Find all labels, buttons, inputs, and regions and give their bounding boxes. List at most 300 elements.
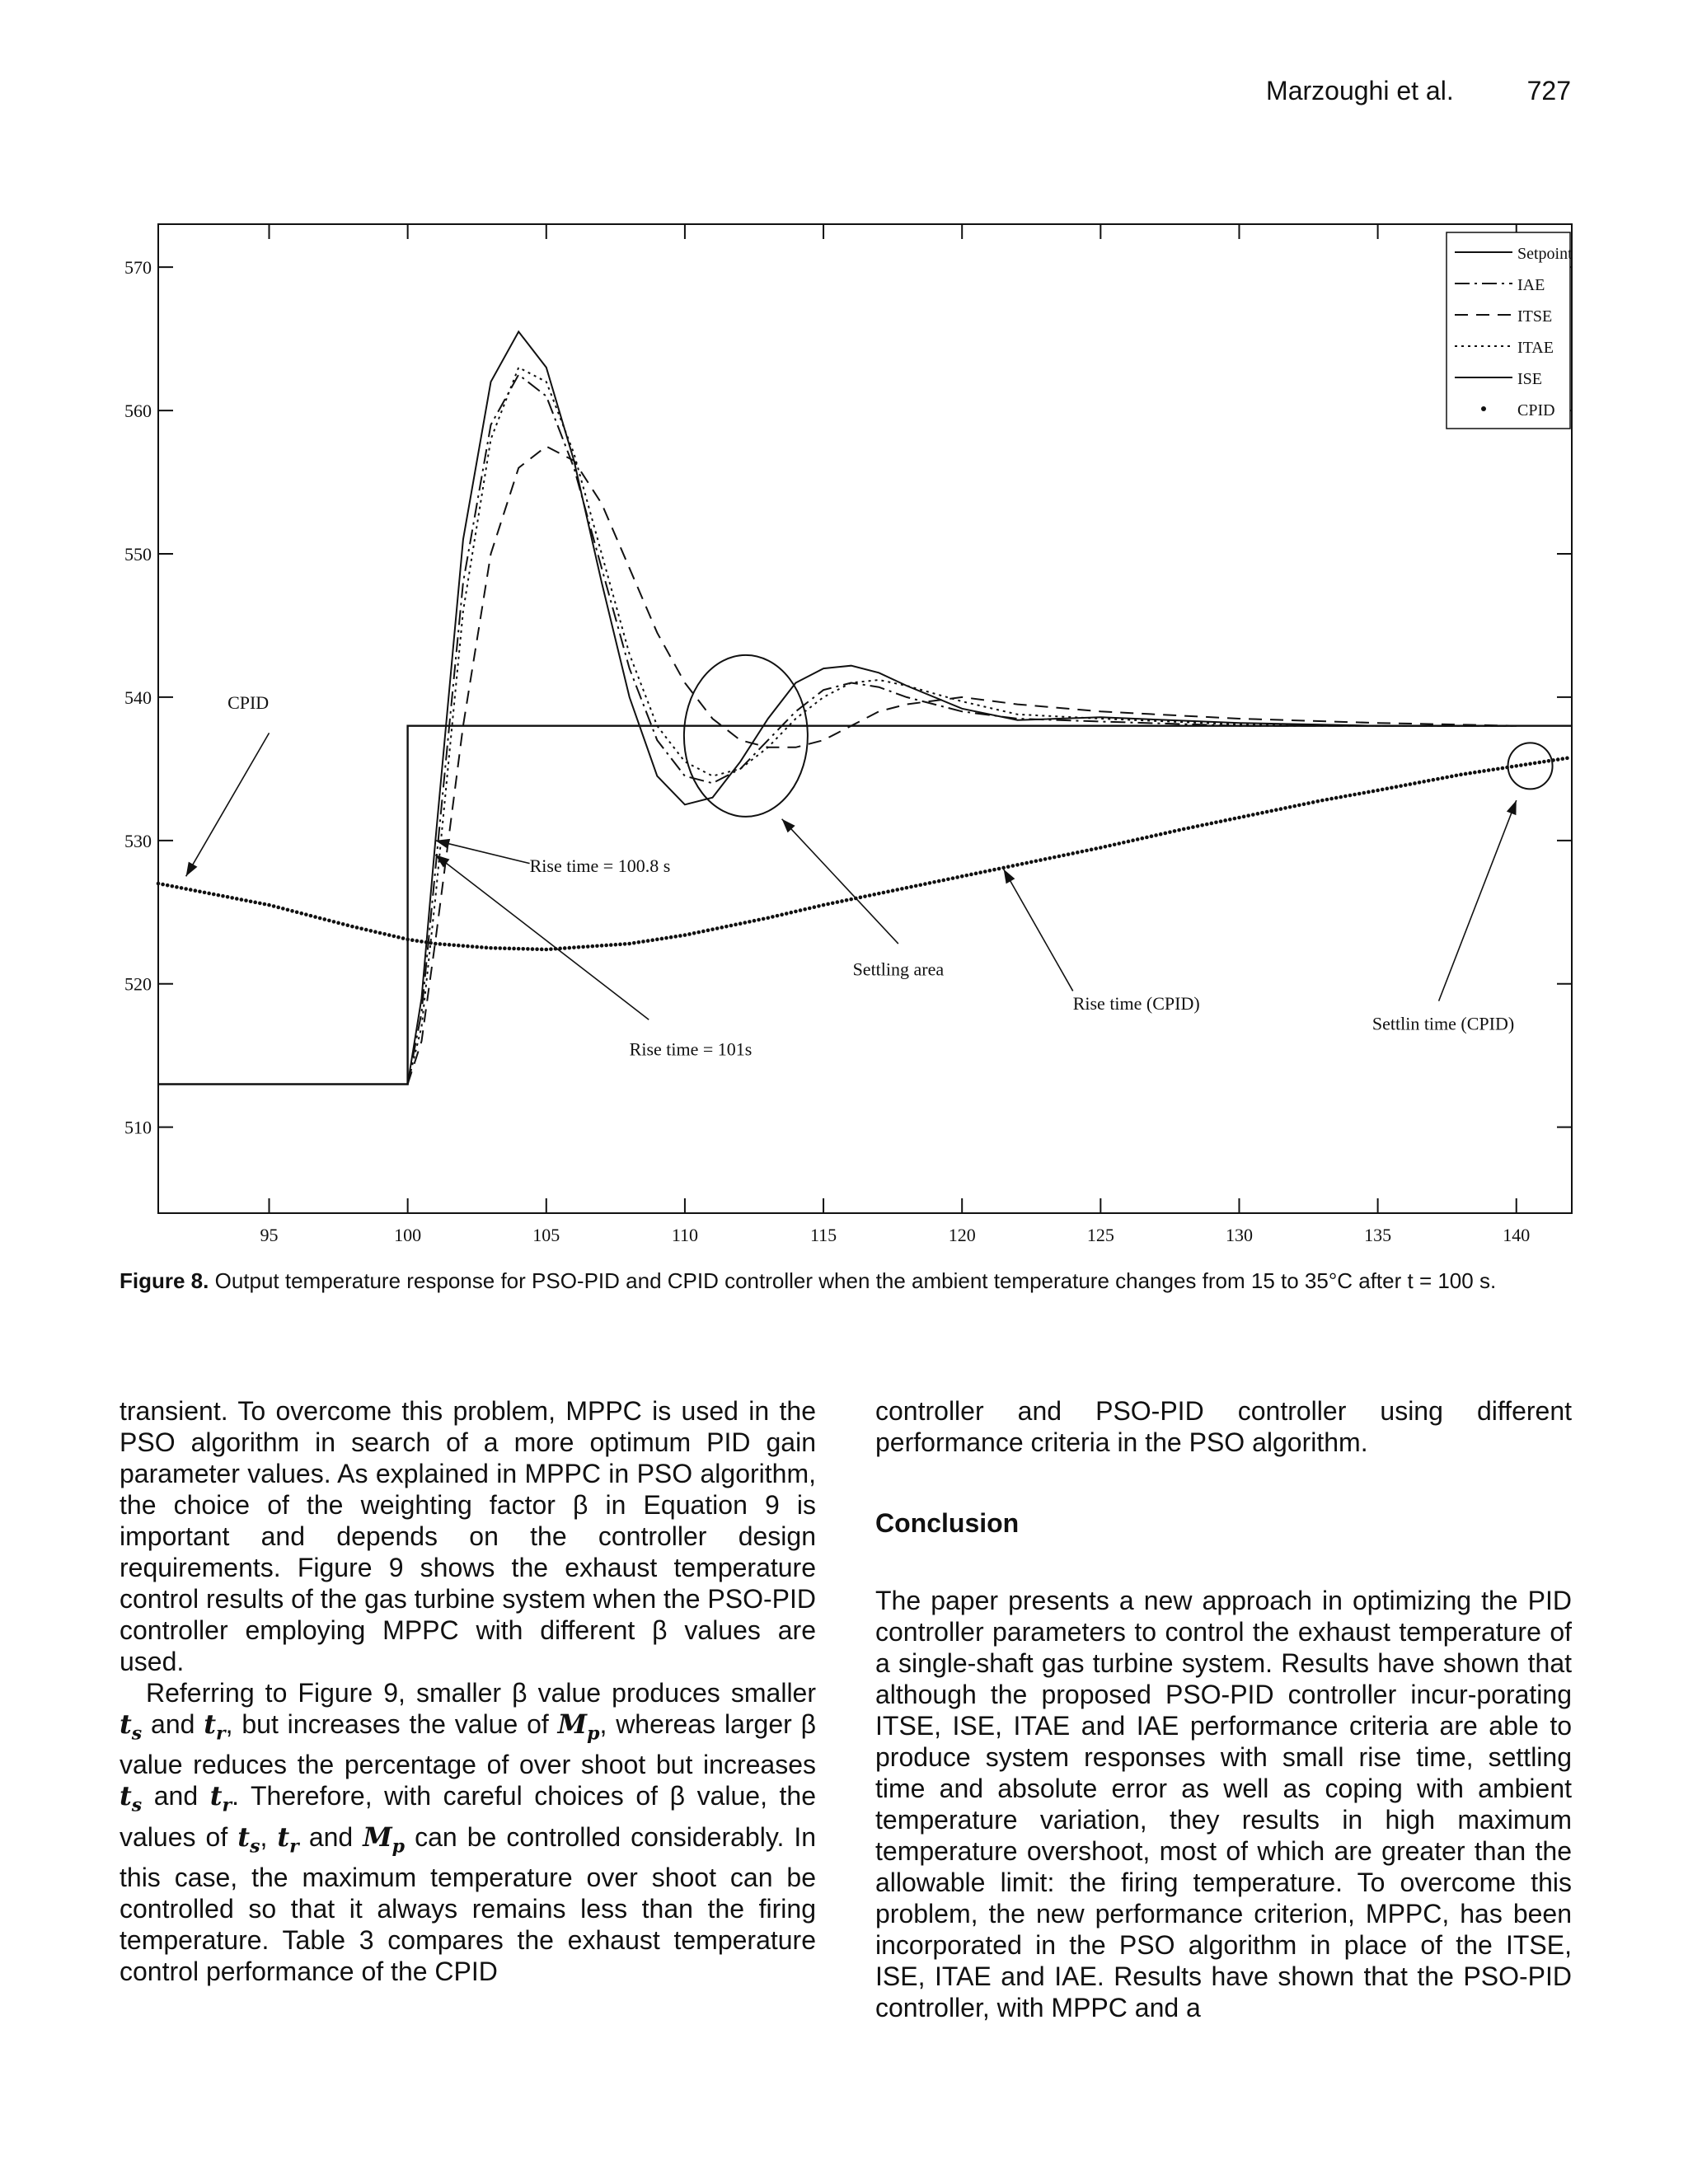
series-cpid-point (1283, 806, 1287, 810)
series-cpid-point (1381, 788, 1385, 792)
series-cpid-point (498, 946, 502, 950)
series-cpid-point (724, 925, 729, 929)
arrow-settling-cpid (1439, 800, 1517, 1001)
series-cpid-point (1533, 762, 1537, 766)
series-cpid-point (198, 889, 202, 893)
series-cpid-point (1182, 827, 1186, 832)
series-cpid-point (1173, 829, 1177, 833)
x-tick-label: 110 (671, 1225, 699, 1244)
series-cpid-point (466, 944, 470, 949)
series-cpid-point (572, 945, 576, 949)
series-cpid-point (1496, 767, 1500, 771)
y-tick-label: 560 (124, 401, 152, 422)
series-cpid-point (438, 942, 443, 946)
arrow-settling-cpid-head (1507, 800, 1517, 815)
series-cpid-point (586, 944, 590, 949)
arrow-rise-100-8 (435, 841, 529, 864)
series-cpid-point (1020, 862, 1025, 866)
series-cpid-point (1223, 818, 1227, 823)
series-cpid-point (1432, 778, 1436, 782)
series-cpid-point (1233, 817, 1237, 821)
series-cpid-point (299, 912, 303, 916)
series-cpid-point (1237, 816, 1241, 820)
series-cpid-point (877, 892, 881, 896)
series-cpid-point (710, 927, 715, 931)
series-cpid-point (1154, 833, 1158, 837)
series-cpid-point (1357, 792, 1362, 796)
series-cpid-point (1436, 777, 1440, 781)
series-cpid-point (1404, 783, 1408, 787)
series-cpid-point (757, 918, 761, 922)
symbol-ts-3: $t_s$ (237, 1821, 260, 1858)
series-cpid-point (988, 869, 992, 873)
series-cpid-point (1025, 861, 1029, 865)
series-cpid-point (544, 948, 548, 952)
series-cpid-point (378, 931, 382, 935)
series-cpid-point (350, 925, 354, 929)
left-p2-part-h: can be controlled considerably. In this case, the maximum temperature over shoot can be controlled so that it always remains less than the firing temperature. Table 3 compares the exhaust temperature control performance of the CPID (120, 1821, 817, 1987)
series-cpid-point (1320, 799, 1325, 803)
series-cpid-point (1297, 804, 1301, 808)
series-cpid-point (1168, 830, 1172, 834)
series-cpid-point (429, 941, 433, 945)
series-iae (408, 375, 1517, 1085)
series-cpid-point (364, 928, 368, 932)
series-cpid-point (410, 938, 415, 942)
series-cpid-point (1473, 771, 1477, 775)
series-cpid-point (295, 910, 299, 914)
series-cpid-point (965, 874, 969, 878)
series-cpid-point (1191, 825, 1195, 829)
series-cpid-point (180, 886, 184, 890)
legend-label: ITAE (1517, 339, 1554, 357)
series-cpid-point (1177, 828, 1181, 832)
plot-frame (158, 224, 1572, 1213)
series-cpid-point (424, 940, 429, 944)
series-cpid-point (914, 884, 918, 888)
series-cpid-point (244, 898, 248, 902)
series-cpid-point (817, 904, 821, 908)
series-cpid-point (868, 893, 872, 898)
series-cpid-point (272, 904, 276, 908)
left-p2-part-c: , but increases the value of (225, 1709, 549, 1739)
series-cpid-point (322, 917, 326, 921)
series-cpid-point (448, 943, 452, 947)
series-cpid-point (313, 915, 317, 919)
series-cpid-point (618, 943, 622, 947)
series-cpid-point (1501, 766, 1505, 771)
series-cpid-point (673, 935, 678, 939)
series-cpid-point (1219, 819, 1223, 823)
series-cpid-point (189, 888, 193, 892)
series-cpid-point (526, 947, 530, 951)
series-cpid-point (1343, 794, 1348, 799)
series-cpid-point (687, 932, 692, 936)
series-cpid-point (1048, 856, 1052, 860)
series-cpid-point (753, 919, 757, 923)
series-cpid-point (1311, 800, 1315, 804)
series-cpid-point (836, 900, 840, 904)
series-cpid-point (1464, 772, 1468, 776)
x-tick-label: 100 (394, 1225, 422, 1244)
series-cpid-point (863, 894, 867, 898)
arrow-rise-cpid (1004, 869, 1073, 991)
series-cpid-point (1057, 855, 1062, 859)
series-cpid-point (475, 945, 479, 949)
series-cpid-point (1399, 784, 1403, 788)
y-tick-label: 550 (124, 544, 152, 565)
series-ise (408, 331, 1517, 1084)
series-cpid-point (683, 933, 687, 937)
series-cpid-point (1450, 775, 1454, 779)
series-cpid-point (161, 883, 165, 887)
series-cpid-point (1524, 762, 1528, 766)
series-cpid-point (909, 885, 913, 889)
series-cpid-point (253, 901, 257, 905)
annotation-rise-100-8: Rise time = 100.8 s (529, 855, 671, 877)
series-cpid-point (249, 899, 253, 903)
series-cpid-point (905, 886, 909, 890)
series-cpid-point (1200, 823, 1204, 827)
series-cpid-point (212, 893, 216, 897)
series-cpid-point (882, 891, 886, 895)
series-cpid-point (494, 946, 498, 950)
series-cpid-point (595, 944, 599, 948)
series-cpid-point (276, 906, 280, 910)
series-cpid-point (1015, 863, 1020, 867)
series-cpid-point (1090, 848, 1094, 852)
series-cpid-point (184, 887, 188, 891)
series-cpid-point (1367, 790, 1371, 794)
series-cpid-point (1455, 774, 1459, 778)
annotation-cpid: CPID (227, 691, 270, 713)
series-cpid-point (1478, 770, 1482, 774)
left-column (120, 1395, 816, 1987)
series-cpid-point (969, 873, 973, 877)
series-cpid-point (1034, 859, 1039, 863)
x-tick-label: 105 (532, 1225, 560, 1244)
series-cpid-point (1011, 864, 1015, 868)
series-cpid-point (1039, 858, 1043, 862)
series-cpid-point (1214, 820, 1218, 824)
series-cpid-point (221, 894, 225, 898)
series-cpid-point (696, 930, 701, 935)
series-cpid-point (415, 939, 420, 943)
series-itse (408, 447, 1517, 1085)
x-tick-label: 140 (1503, 1225, 1531, 1244)
series-cpid-point (960, 874, 964, 879)
series-cpid-point (776, 914, 780, 918)
caption-label: Figure 8. (120, 1268, 209, 1293)
series-cpid-point (650, 938, 654, 942)
series-cpid-point (891, 888, 895, 893)
series-cpid-point (1325, 798, 1329, 802)
series-cpid-point (928, 881, 932, 885)
series-cpid-point (1491, 767, 1495, 771)
header-page-number: 727 (1526, 76, 1571, 105)
series-cpid-point (355, 926, 359, 930)
series-cpid-point (485, 946, 489, 950)
series-cpid-point (1565, 757, 1569, 761)
series-cpid-point (471, 944, 475, 949)
series-cpid-point (240, 898, 244, 902)
series-cpid-point (521, 947, 525, 951)
series-cpid-point (822, 903, 826, 907)
series-cpid-point (1228, 818, 1232, 822)
series-cpid-point (1413, 781, 1417, 785)
series-cpid-point (1510, 765, 1514, 769)
series-cpid-point (886, 890, 890, 894)
series-cpid-point (286, 908, 290, 912)
left-p2-part-e: and (153, 1781, 199, 1811)
series-cpid-point (780, 913, 784, 917)
series-cpid-point (734, 923, 738, 927)
left-p2-part-f: . Therefore, with careful choices of β value, the values of (120, 1781, 817, 1852)
series-cpid-point (1409, 782, 1413, 786)
series-cpid-point (1418, 780, 1422, 785)
arrow-rise-101 (435, 855, 649, 1019)
series-cpid-point (845, 898, 849, 902)
series-cpid-point (720, 926, 724, 930)
series-cpid-point (1140, 837, 1144, 841)
series-cpid-point (1256, 812, 1260, 816)
series-cpid-point (785, 912, 789, 916)
series-cpid-point (387, 933, 392, 937)
y-tick-label: 570 (124, 257, 152, 279)
series-cpid-point (457, 944, 461, 948)
series-cpid-point (1108, 844, 1112, 848)
caption-text: Output temperature response for PSO-PID and CPID controller when the ambient temperature changes from 15 to 35°C after t = 100 s. (214, 1268, 1497, 1293)
series-cpid-point (1334, 796, 1339, 800)
series-cpid-point (1136, 837, 1140, 841)
legend-label: ISE (1517, 370, 1542, 388)
series-cpid-point (336, 921, 340, 926)
left-p2-part-g: and (308, 1821, 354, 1852)
series-cpid-point (290, 909, 294, 913)
series-cpid-point (831, 901, 835, 905)
series-cpid-point (1205, 823, 1209, 827)
symbol-mp: $M_p$ (557, 1708, 600, 1745)
series-cpid-point (1029, 860, 1034, 865)
series-cpid-point (341, 922, 345, 926)
series-cpid-point (1459, 773, 1463, 777)
series-cpid-point (396, 935, 401, 940)
x-tick-label: 135 (1364, 1225, 1392, 1244)
series-cpid-point (207, 892, 211, 896)
y-tick-label: 530 (124, 830, 152, 851)
series-cpid-point (1556, 757, 1560, 762)
series-cpid-point (803, 907, 807, 912)
series-cpid-point (1145, 836, 1149, 840)
series-cpid-point (1159, 832, 1163, 837)
series-cpid-point (1076, 851, 1080, 855)
series-cpid-point (743, 921, 747, 925)
series-cpid-point (729, 924, 734, 928)
series-cpid-point (1053, 855, 1057, 860)
x-tick-label: 125 (1086, 1225, 1114, 1244)
arrow-rise-cpid-head (1004, 869, 1015, 884)
series-setpoint (158, 726, 1572, 1085)
series-cpid-point (1117, 841, 1121, 846)
legend-label: CPID (1517, 401, 1555, 419)
series-cpid-point (1085, 849, 1089, 853)
series-cpid-point (1043, 857, 1048, 861)
series-cpid-point (230, 896, 234, 900)
series-cpid-point (632, 941, 636, 945)
arrow-rise-101-head (435, 855, 449, 867)
series-cpid-point (627, 942, 631, 946)
y-tick-label: 540 (124, 687, 152, 708)
series-cpid-point (540, 948, 544, 952)
series-cpid-point (1353, 793, 1357, 797)
series-cpid-point (859, 896, 863, 900)
right-column (875, 1395, 1572, 2023)
series-cpid-point (1006, 865, 1010, 869)
series-cpid-point (1395, 785, 1399, 789)
series-cpid-point (332, 920, 336, 924)
series-cpid-point (1187, 826, 1191, 830)
series-cpid-point (794, 910, 798, 914)
header-authors: Marzoughi et al. (1266, 76, 1454, 105)
series-cpid-point (157, 882, 161, 886)
series-cpid-point (604, 944, 608, 948)
series-cpid-point (1528, 762, 1532, 766)
series-cpid-point (373, 930, 377, 934)
series-cpid-point (849, 898, 853, 902)
series-cpid-point (609, 943, 613, 947)
series-cpid-point (581, 945, 585, 949)
series-cpid-point (895, 888, 899, 892)
series-cpid-point (900, 887, 904, 891)
series-cpid-point (462, 944, 466, 948)
series-cpid-point (1196, 824, 1200, 828)
series-cpid-point (872, 893, 876, 897)
series-cpid-point (1547, 759, 1551, 763)
x-tick-label: 120 (948, 1225, 976, 1244)
series-cpid-point (1302, 802, 1306, 806)
series-cpid-point (1210, 822, 1214, 826)
series-cpid-point (790, 911, 794, 915)
series-cpid-point (369, 929, 373, 933)
series-cpid-point (1362, 791, 1366, 795)
series-cpid-point (345, 923, 349, 927)
series-cpid-point (983, 869, 987, 874)
series-cpid-point (1122, 841, 1126, 845)
series-cpid-point (1339, 795, 1343, 799)
series-cpid-point (771, 915, 775, 919)
series-cpid-point (304, 912, 308, 916)
series-cpid-point (1113, 842, 1117, 846)
series-cpid-point (715, 926, 720, 930)
series-cpid-point (309, 914, 313, 918)
arrow-cpid (186, 733, 270, 876)
x-tick-label: 115 (809, 1225, 837, 1244)
series-cpid-point (637, 940, 641, 944)
series-cpid-point (406, 938, 410, 942)
left-p2-part-b: and (151, 1709, 195, 1739)
series-cpid-point (452, 943, 456, 947)
symbol-tr-3: $t_r$ (277, 1821, 299, 1858)
series-cpid-point (382, 932, 387, 936)
series-cpid-point (226, 895, 230, 899)
series-cpid-point (1269, 809, 1273, 813)
series-cpid-point (1251, 813, 1255, 817)
series-cpid-point (762, 917, 766, 921)
series-cpid-point (503, 946, 507, 950)
series-cpid-point (568, 946, 572, 950)
series-cpid-point (623, 942, 627, 946)
series-cpid-point (1348, 794, 1353, 798)
series-cpid-point (1306, 801, 1311, 805)
series-cpid-point (748, 920, 752, 924)
series-cpid-point (1537, 761, 1541, 765)
series-cpid-point (392, 935, 396, 939)
symbol-ts-2: $t_s$ (120, 1780, 143, 1816)
series-cpid-point (767, 916, 771, 920)
series-cpid-point (1560, 757, 1564, 761)
series-cpid-point (258, 902, 262, 906)
series-cpid-point (1445, 776, 1449, 780)
symbol-tr-2: $t_r$ (209, 1780, 232, 1816)
series-cpid-point (923, 882, 927, 886)
series-cpid-point (974, 872, 978, 876)
conclusion-heading: Conclusion (875, 1508, 1020, 1538)
series-cpid-point (517, 947, 521, 951)
symbol-ts: $t_s$ (120, 1708, 143, 1745)
right-paragraph-1: controller and PSO-PID controller using different performance criteria in the PSO algorithm. (875, 1396, 1572, 1457)
series-cpid-point (235, 897, 239, 901)
arrow-settling-area (782, 819, 898, 944)
series-cpid-point (1482, 769, 1486, 773)
series-cpid-point (1131, 838, 1135, 842)
series-cpid-point (443, 943, 447, 947)
series-cpid-point (1315, 799, 1320, 804)
series-cpid-point (563, 946, 567, 950)
series-cpid-point (918, 883, 922, 887)
series-cpid-point (217, 893, 221, 898)
series-cpid-point (359, 926, 363, 930)
left-paragraph-1: transient. To overcome this problem, MPPC is used in the PSO algorithm in search of a more optimum PID gain parameter values. As explained in MPPC in PSO algorithm, the choice of the weighting factor β in Equation 9 is important and depends on the controller design requirements. Figure 9 shows the exhaust temperature control results of the gas turbine system when the PSO-PID controller employing MPPC with different β values are used. (120, 1396, 816, 1676)
annotation-settling-cpid: Settlin time (CPID) (1372, 1013, 1515, 1034)
x-tick-label: 130 (1225, 1225, 1253, 1244)
series-cpid-point (1242, 815, 1246, 819)
series-cpid-point (1163, 832, 1167, 836)
series-cpid-point (1279, 807, 1283, 811)
series-cpid-point (600, 944, 604, 948)
left-p2-part-d: , whereas larger β value reduces the percentage of over shoot but increases (120, 1709, 817, 1780)
series-cpid-point (1067, 852, 1071, 856)
series-cpid-point (692, 931, 696, 935)
series-cpid-point (655, 938, 659, 942)
series-cpid-point (1150, 834, 1154, 838)
series-cpid-point (1099, 846, 1103, 850)
series-cpid-point (614, 943, 618, 947)
series-cpid-point (327, 919, 331, 923)
series-cpid-point (480, 945, 484, 949)
series-cpid-point (1081, 850, 1085, 854)
series-cpid-point (646, 939, 650, 943)
series-cpid-point (937, 879, 941, 883)
series-cpid-point (1329, 797, 1334, 801)
symbol-tr: $t_r$ (204, 1708, 226, 1745)
series-cpid-point (1288, 805, 1292, 809)
series-cpid-point (434, 942, 438, 946)
series-cpid-point (549, 947, 553, 951)
series-cpid-point (1071, 851, 1075, 855)
series-cpid-point (808, 907, 812, 911)
series-cpid-point (826, 902, 830, 907)
series-cpid-point (1265, 810, 1269, 814)
